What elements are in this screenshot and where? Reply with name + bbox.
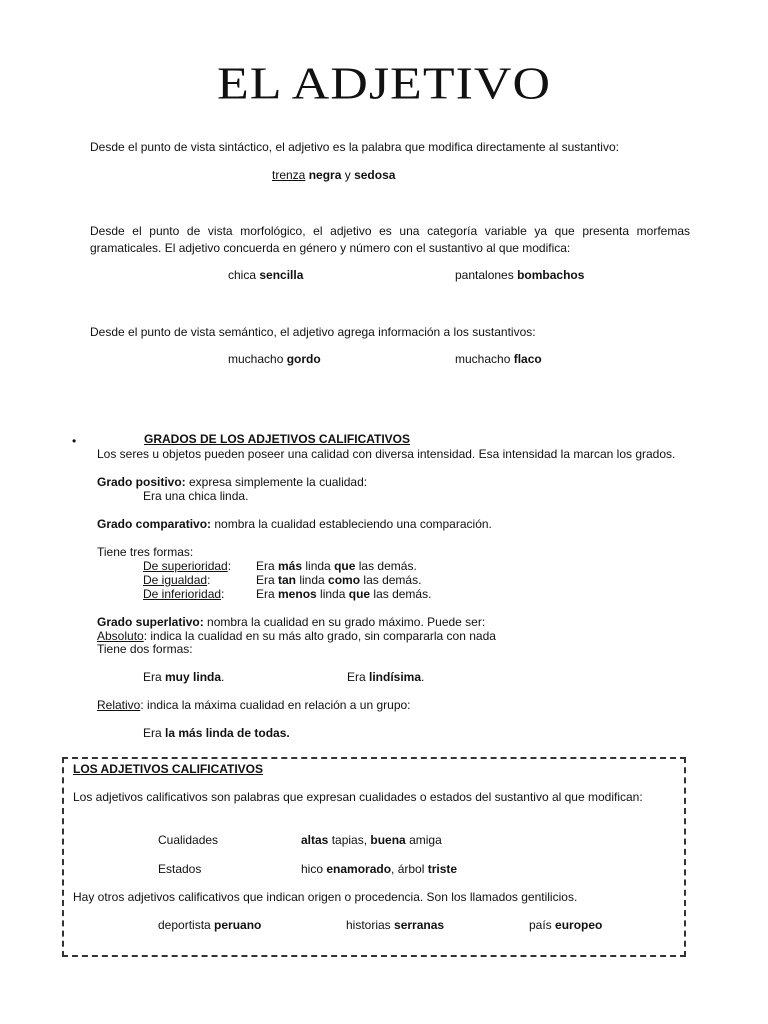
sintactico-paragraph: Desde el punto de vista sintáctico, el adjetivo es la palabra que modifica directamente al sustantivo:: [90, 140, 619, 154]
absoluto-example-2: Era lindísima.: [347, 670, 425, 684]
grado-positivo-example: Era una chica linda.: [143, 489, 249, 503]
grado-comparativo-label: Grado comparativo:: [97, 517, 212, 531]
grados-heading: GRADOS DE LOS ADJETIVOS CALIFICATIVOS: [144, 432, 411, 446]
calificativos-heading: LOS ADJETIVOS CALIFICATIVOS: [73, 762, 264, 776]
absoluto-example-1: Era muy linda.: [143, 670, 225, 684]
bullet-icon: •: [72, 434, 77, 448]
example-noun: muchacho: [455, 352, 511, 366]
tres-formas-label: Tiene tres formas:: [97, 545, 194, 559]
morfologico-example-1: [228, 268, 303, 282]
grado-superlativo-label: Grado superlativo:: [97, 615, 204, 629]
gentilicios-paragraph: Hay otros adjetivos calificativos que indican origen o procedencia. Son los llamados gentilicios.: [73, 890, 578, 904]
semantico-example-1: [228, 352, 321, 366]
dos-formas-label: Tiene dos formas:: [97, 642, 193, 656]
forma-inferioridad-example: Era menos linda que las demás.: [256, 587, 432, 601]
absoluto-text: : indica la cualidad en su más alto grado, sin compararla con nada: [143, 629, 496, 643]
grado-superlativo-text: nombra la cualidad en su grado máximo. Puede ser:: [203, 615, 486, 629]
forma-inferioridad-label: De inferioridad:: [143, 587, 225, 601]
example-noun: trenza: [272, 168, 306, 182]
page-title: EL ADJETIVO: [216, 58, 552, 110]
grado-positivo-label: Grado positivo:: [97, 475, 186, 489]
cualidades-example: altas tapias, buena amiga: [301, 833, 442, 847]
example-adjective: negra: [308, 168, 342, 182]
estados-label: Estados: [158, 862, 202, 876]
cualidades-label: Cualidades: [158, 833, 219, 847]
grado-positivo-text: expresa simplemente la cualidad:: [185, 475, 368, 489]
relativo-label: Relativo: [97, 698, 141, 712]
forma-igualdad-label: De igualdad:: [143, 573, 211, 587]
example-adjective: sencilla: [259, 268, 304, 282]
example-noun: pantalones: [455, 268, 514, 282]
forma-superioridad-example: Era más linda que las demás.: [256, 559, 417, 573]
calificativos-paragraph: Los adjetivos calificativos son palabras que expresan cualidades o estados del sustantivo al que modifican:: [73, 790, 643, 804]
absoluto-definition: [97, 629, 496, 643]
forma-superioridad-label: De superioridad:: [143, 559, 232, 573]
absoluto-label: Absoluto: [97, 629, 144, 643]
example-adjective: sedosa: [354, 168, 396, 182]
grados-intro: Los seres u objetos pueden poseer una calidad con diversa intensidad. Esa intensidad la marcan los grados.: [97, 447, 676, 461]
sintactico-example: [272, 168, 395, 182]
gentilicio-example: deportista peruano: [158, 918, 262, 932]
grado-positivo: [97, 475, 367, 489]
relativo-text: : indica la máxima cualidad en relación a un grupo:: [140, 698, 411, 712]
semantico-example-2: [455, 352, 542, 366]
example-noun: chica: [228, 268, 257, 282]
gentilicio-example: país europeo: [529, 918, 603, 932]
gentilicio-example: historias serranas: [346, 918, 445, 932]
example-adjective: flaco: [513, 352, 542, 366]
example-adjective: gordo: [286, 352, 321, 366]
relativo-definition: [97, 698, 411, 712]
forma-igualdad-example: Era tan linda como las demás.: [256, 573, 422, 587]
semantico-paragraph: Desde el punto de vista semántico, el adjetivo agrega información a los sustantivos:: [90, 325, 536, 339]
example-conjunction: y: [344, 168, 351, 182]
morfologico-paragraph: Desde el punto de vista morfológico, el adjetivo es una categoría variable ya que presenta morfemas gramaticales. El adjetivo concuerda en género y número con el sustantivo al que modifica:: [90, 224, 690, 255]
morfologico-example-2: [455, 268, 584, 282]
example-adjective: bombachos: [517, 268, 585, 282]
grado-superlativo: [97, 615, 485, 629]
grado-comparativo: [97, 517, 492, 531]
grado-comparativo-text: nombra la cualidad estableciendo una comparación.: [211, 517, 492, 531]
relativo-example: Era la más linda de todas.: [143, 726, 290, 740]
estados-example: hico enamorado, árbol triste: [301, 862, 458, 876]
example-noun: muchacho: [228, 352, 284, 366]
